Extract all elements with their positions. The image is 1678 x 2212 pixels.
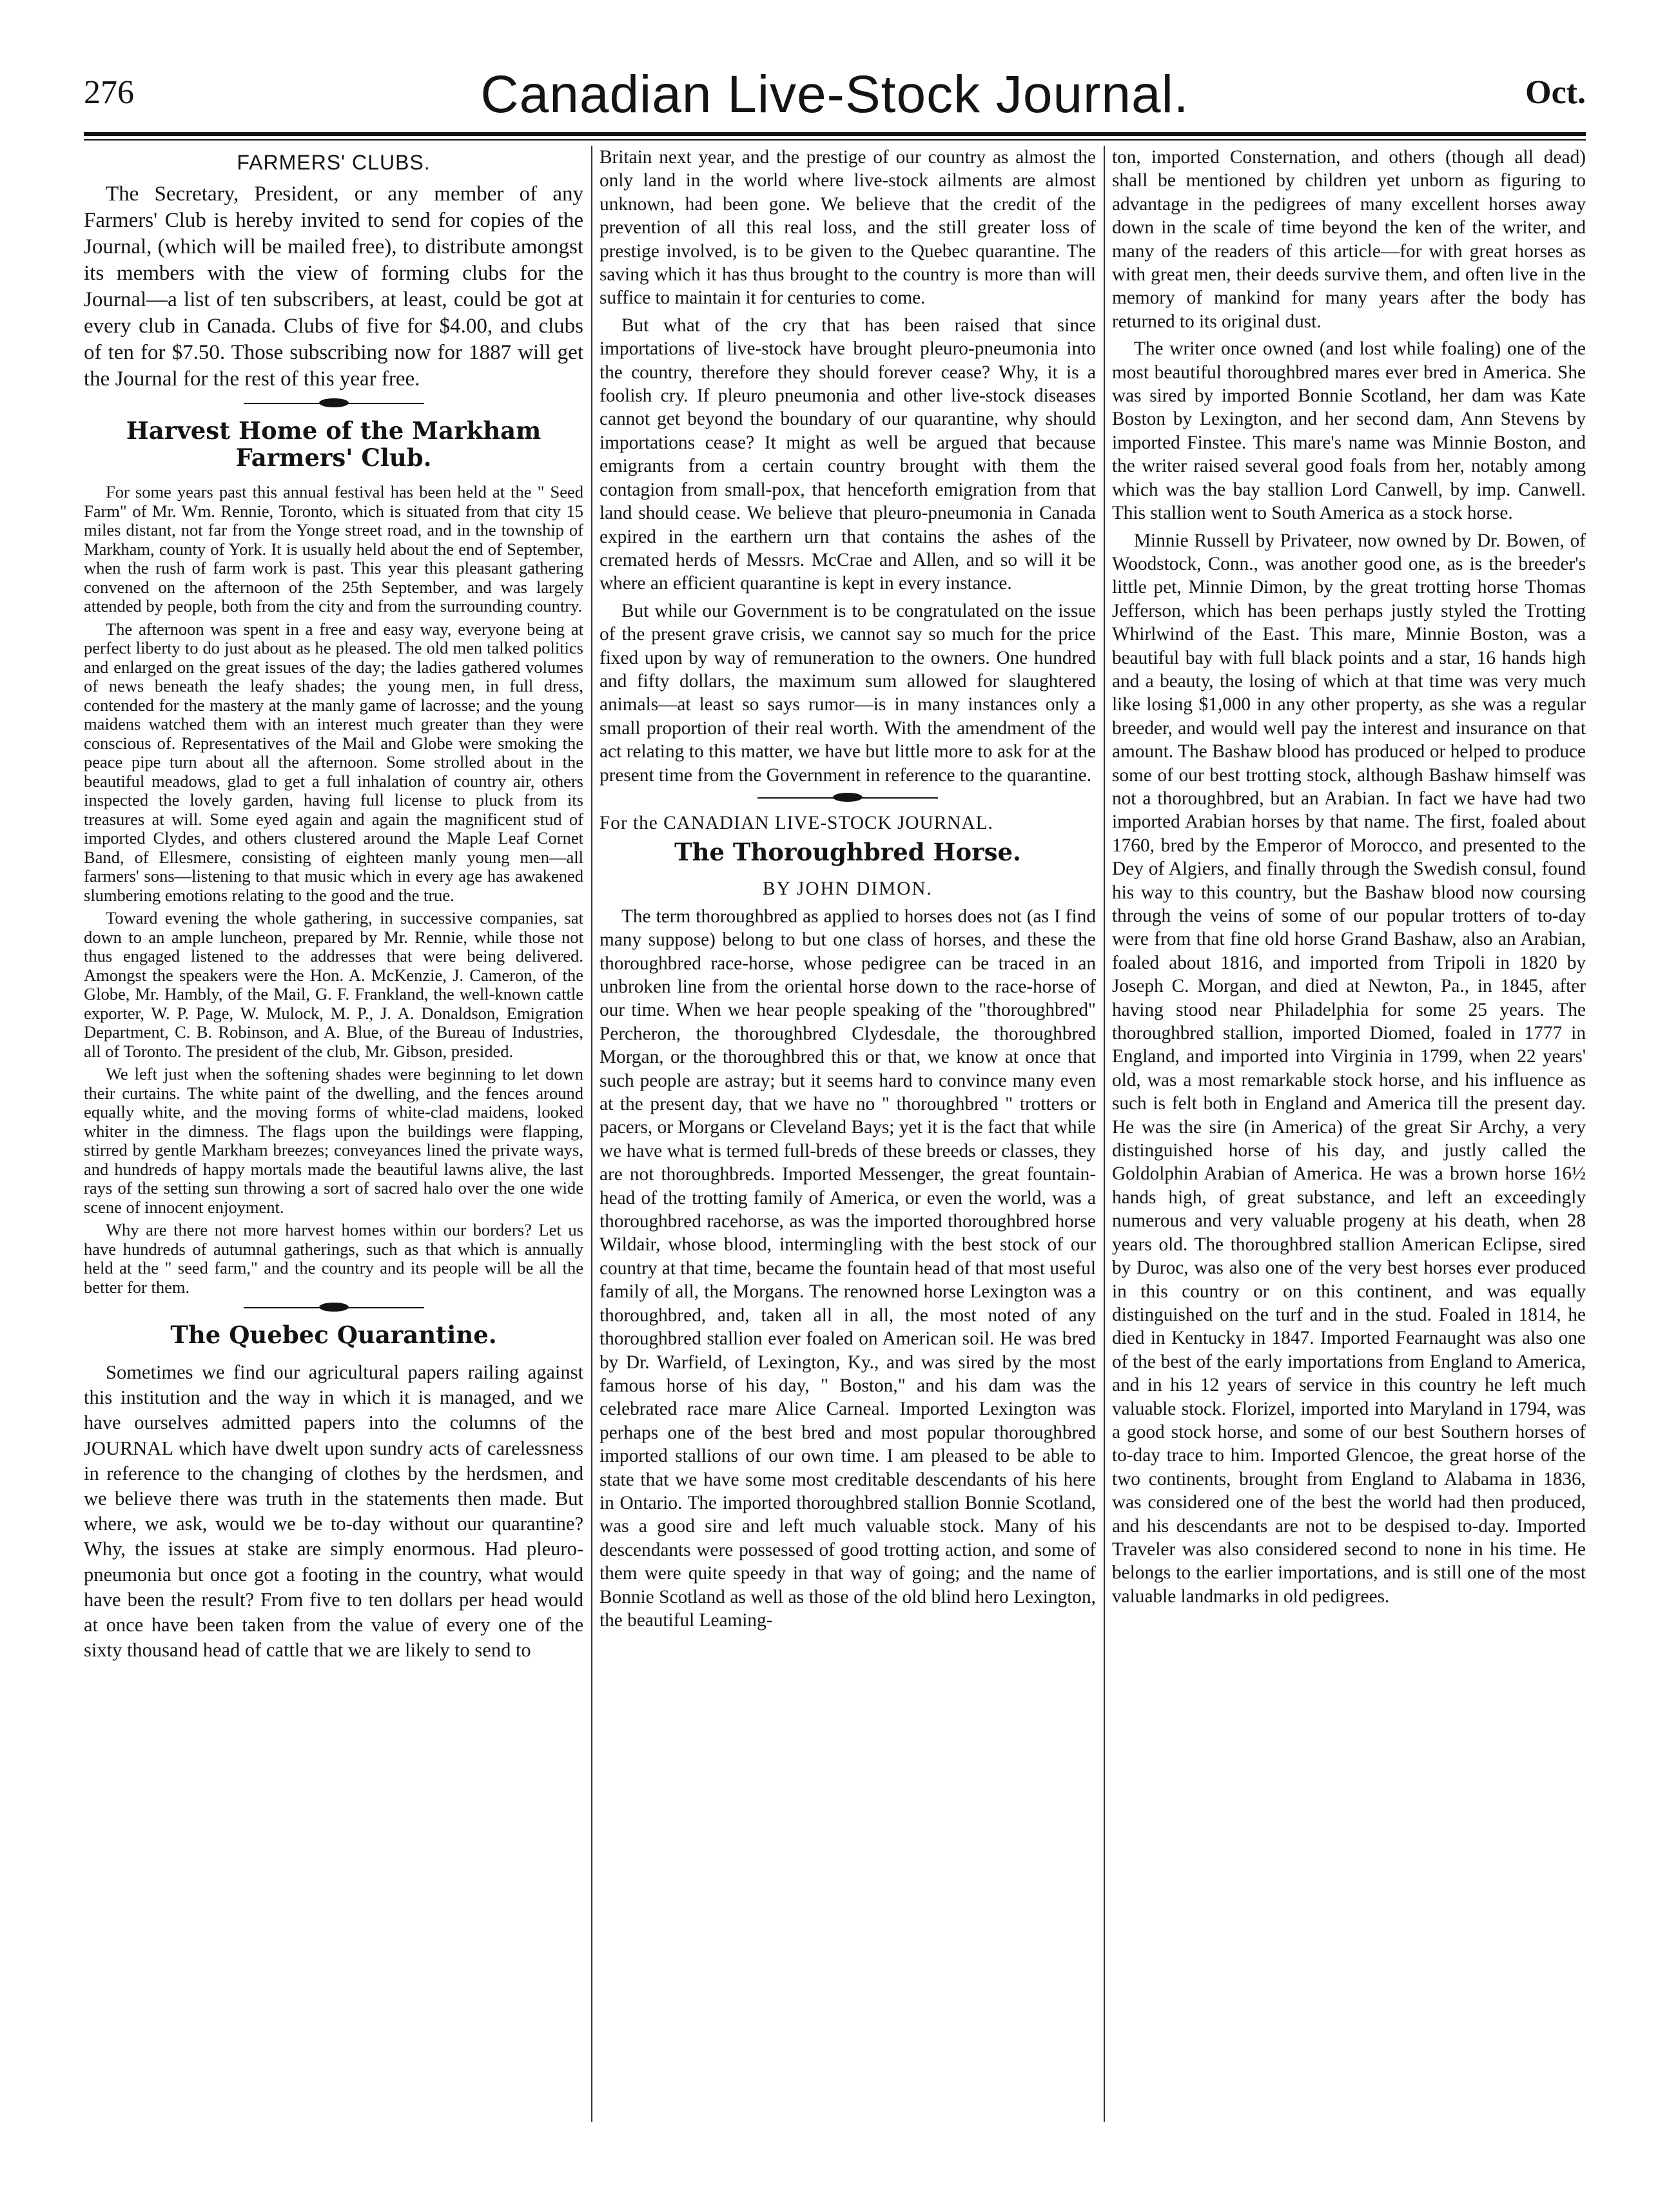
page-header: [84, 64, 1586, 129]
paragraph: Minnie Russell by Privateer, now owned by Dr. Bowen, of Woodstock, Conn., was another good one, as is the breeder's little pet, Minnie Dimon, by the great trotting horse Thomas Jefferson, which has been perhaps justly styled the Trotting Whirlwind of the East. This mare, Minnie Boston, was a beautiful bay with full black points and a star, 16 hands high and a beauty, the losing of which at that time was very much like losing $1,000 in any other property, as she was a regular breeder, and would well pay the interest and insurance on that amount. The Bashaw blood has produced or helped to produce some of our best trotting stock, although Bashaw himself was not a thoroughbred, but an Arabian. In fact we have had two imported Arabian horses by that name. The first, foaled about 1760, bred by the Emperor of Morocco, and presented to the Dey of Algiers, and finally through the Swedish consul, found his way to this country, but the Bashaw blood now coursing through the veins of some of our popular trotters of to-day were from that fine old horse Grand Bashaw, also an Arabian, foaled about 1816, and imported from Tripoli in 1820 by Joseph C. Morgan, and died at Newton, Pa., in 1845, after having stood near Philadelphia for some 25 years. The thoroughbred stallion, imported Diomed, foaled in 1777 in England, and imported into Virginia in 1799, when 22 years' old, was a most remarkable stock horse, and his influence as such is felt both in England and America till the present day. He was the sire (in America) of the great Sir Archy, a very distinguished horse of his day, and justly called the Goldolphin Arabian of America. He was a brown horse 16½ hands high, of great substance, and left an exceedingly numerous and very valuable progeny at his death, when 28 years old. The thoroughbred stallion American Eclipse, sired by Duroc, was also one of the very best horses ever produced in this country or on this continent, and was equally distinguished on the turf and in the stud. Foaled in 1814, he died in Kentucky in 1847. Imported Fearnaught was also one of the best of the early importations from England to America, and in his 12 years of service in this country he left much valuable stock. Florizel, imported into Maryland in 1794, was a good stock horse, and some of our best Southern horses of to-day trace to him. Imported Glencoe, the great horse of the two continents, brought from England to Alabama in 1836, was considered one of the best the world had then produced, and his descendants are not to be despised to-day. Imported Traveler was also considered second to none in his time. He belongs to the earlier importations, and is still one of the most valuable landmarks in old pedigrees.: [1112, 530, 1586, 1607]
paragraph: The term thoroughbred as applied to horses does not (as I find many suppose) belong to but one class of horses, and these the thoroughbred race-horse, whose pedigree can be traced in an unbroken line from the oriental horse down to the race-horse of our time. When we hear people speaking of the "thoroughbred" Percheron, the thoroughbred Clydesdale, the thoroughbred Morgan, or the thoroughbred this or that, we know at once that such people are astray; but it seems hard to convince many even at the present day, that we have no " thoroughbred " trotters or pacers, or Morgans or Cleveland Bays; yet it is the fact that while we have what is termed full-breds of these breeds or classes, they are not thoroughbreds. Imported Messenger, the great fountain-head of the trotting family of America, or even the world, was a thoroughbred racehorse, as was the imported thoroughbred horse Wildair, whose blood, intermingling with the best stock of our country at that time, became the fountain head of that most useful family of all, the Morgans. The renowned horse Lexington was a thoroughbred, and, taken all in all, the most noted of any thoroughbred stallion ever foaled on American soil. He was bred by Dr. Warfield, of Lexington, Ky., and was sired by the most famous horse of his day, " Boston," and his dam was the celebrated race mare Alice Carneal. Imported Lexington was perhaps one of the best bred and most popular thoroughbred imported stallions of our own time. I am pleased to be able to state that we have some most creditable descendants of his here in Ontario. The imported thoroughbred stallion Bonnie Scotland, was a good sire and left much valuable stock. Many of his descendants were possessed of good trotting action, and some of them were quite speedy in that way of going; and the name of Bonnie Scotland as well as those of the old blind hero Lexington, the beautiful Leaming-: [600, 906, 1096, 1631]
ornament-divider: [244, 396, 424, 411]
column-1: [84, 146, 583, 2122]
article-author: BY JOHN DIMON.: [763, 878, 933, 900]
issue-month: Oct.: [1525, 74, 1586, 111]
article-source: For the CANADIAN LIVE-STOCK JOURNAL.: [600, 812, 993, 833]
ornament-divider: [757, 791, 938, 805]
harvest-home-section: [84, 417, 583, 1297]
header-rule: [84, 132, 1586, 136]
column-3: [1112, 146, 1586, 2122]
paragraph: The writer once owned (and lost while foaling) one of the most beautiful thoroughbred mares ever bred in America. She was sired by imported Bonnie Scotland, her dam was Kate Boston by Lexington, and her second dam, Ann Stevens by imported Finstee. This mare's name was Minnie Boston, and the writer raised several good foals from her, notably among which was the bay stallion Lord Canwell, by imp. Canwell. This stallion went to South America as a stock horse.: [1112, 338, 1586, 524]
paragraph: We left just when the softening shades were beginning to let down their curtains. The white paint of the dwelling, and the fences around equally white, and the moving forms of white-clad maidens, looked whiter in the dimness. The flags upon the buildings were flapping, stirred by gentle Markham breezes; conveyances lined the private ways, and hundreds of happy mortals made the beautiful lawns alive, the last rays of the setting sun throwing a sort of sacred halo over the one wide scene of innocent enjoyment.: [84, 1064, 583, 1217]
journal-title: Canadian Live-Stock Journal.: [480, 65, 1189, 124]
section-title: FARMERS' CLUBS.: [237, 151, 431, 174]
quebec-quarantine-section: [84, 1321, 583, 1663]
paragraph: The Secretary, President, or any member of any Farmers' Club is hereby invited to send for copies of the Journal, (which will be mailed free), to distribute amongst its members with the view of forming clubs for the Journal—a list of ten subscribers, at least, could be got at every club in Canada. Clubs of five for $4.00, and clubs of ten for $7.50. Those subscribing now for 1887 will get the Journal for the rest of this year free.: [84, 182, 583, 391]
column-divider: [1104, 146, 1105, 2122]
paragraph: Sometimes we find our agricultural papers railing against this institution and the way in which it is managed, and we have ourselves admitted papers into the columns of the JOURNAL which have dwelt upon sundry acts of carelessness in reference to the changing of clothes by the herdsmen, and we believe there was truth in the statements then made. But where, we ask, would we be to-day without our quarantine? Why, the issues at stake are simply enormous. Had pleuro-pneumonia but once got a footing in the country, what would have been the result? From five to ten dollars per head would at once have been taken from the value of every one of the sixty thousand head of cattle that we are likely to send to: [84, 1361, 583, 1662]
article-title: The Thoroughbred Horse.: [674, 838, 1021, 867]
paragraph: But what of the cry that has been raised that since importations of live-stock have brought pleuro-pneumonia into the country, therefore they should forever cease? Why, it is a foolish cry. If pleuro pneumonia and other live-stock diseases cannot get beyond the boundary of our quarantine, why should importations cease? It might as well be argued that because emigrants from a certain country brought with them the contagion from small-pox, that henceforth emigration from that land should cease. We believe that pleuro-pneumonia in Canada expired in the earthern urn that contains the ashes of the cremated herds of Messrs. McCrae and Allen, and so will it be where an efficient quarantine is kept in every instance.: [600, 315, 1096, 594]
paragraph: ton, imported Consternation, and others (though all dead) shall be mentioned by children yet unborn as figuring to advantage in the pedigrees of many excellent horses away down in the scale of time beyond the ken of the writer, and many of the readers of this article—for with great horses as with great men, their deeds survive them, and often live in the memory of mankind for many years after the body has returned to its original dust.: [1112, 147, 1586, 332]
article-title: The Quebec Quarantine.: [170, 1321, 497, 1349]
paragraph: Britain next year, and the prestige of our country as almost the only land in the world where live-stock ailments are almost unknown, had been gone. We believe that the credit of the prevention of all this real loss, and the still greater loss of prestige involved, is to be given to the Quebec quarantine. The saving which it has thus brought to the country is more than will suffice to maintain it for centuries to come.: [600, 147, 1096, 309]
paragraph: Why are there not more harvest homes within our borders? Let us have hundreds of autumnal gatherings, such as that which is annually held at the " seed farm," and the country and its people will be all the better for them.: [84, 1220, 583, 1297]
article-title: Harvest Home of the Markham Farmers' Club.: [126, 416, 541, 472]
paragraph: The afternoon was spent in a free and easy way, everyone being at perfect liberty to do just about as he pleased. The old men talked politics and enlarged on the great issues of the day; the ladies gathered volumes of news beneath the leafy shades; the young men, in full dress, contended for the mastery at the manly game of lacrosse; and the young maidens watched them with an interest much greater than they were conscious of. Representatives of the Mail and Globe were smoking the peace pipe turn about all the afternoon. Some strolled about in the beautiful meadows, glad to get a full inhalation of country air, others inspected the lovely garden, having full license to pluck from its treasures at will. Some eyed again and again the magnificent stud of imported Clydes, and others clustered around the Maple Leaf Cornet Band, of Ellesmere, consisting of eighteen manly young men—all farmers' sons—listening to that music which in every age has awakened slumbering emotions relating to the good and the true.: [84, 619, 583, 905]
paragraph: For some years past this annual festival has been held at the " Seed Farm" of Mr. Wm. Rennie, Toronto, which is situated from that city 15 miles distant, not far from the Yonge street road, and in the township of Markham, county of York. It is usually held about the end of September, when the rush of farm work is past. This year this pleasant gathering convened on the afternoon of the 25th September, and was largely attended by people, both from the city and from the surrounding country.: [84, 482, 583, 616]
page-number: 276: [84, 74, 134, 111]
column-divider: [591, 146, 592, 2122]
header-rule-thin: [84, 139, 1586, 141]
farmers-clubs-section: [84, 151, 583, 393]
column-2: [600, 146, 1096, 2122]
ornament-divider: [244, 1301, 424, 1315]
paragraph: But while our Government is to be congratulated on the issue of the present grave crisis, we cannot say so much for the price fixed upon by way of remuneration to the owners. One hundred and fifty dollars, the maximum sum allowed for slaughtered animals—at least so says rumor—is in many instances only a small proportion of their real worth. With the amendment of the act relating to this matter, we have but little more to ask for at the present time from the Government in reference to the quarantine.: [600, 600, 1096, 786]
paragraph: Toward evening the whole gathering, in successive companies, sat down to an ample luncheon, prepared by Mr. Rennie, while those not thus engaged listened to the addresses that were being delivered. Amongst the speakers were the Hon. A. McKenzie, J. Cameron, of the Globe, Mr. Hambly, of the Mail, G. F. Frankland, the well-known cattle exporter, W. P. Page, W. Mulock, M. P., J. A. Donaldson, Emigration Department, C. B. Robinson, and A. Blue, of the Bureau of Industries, all of Toronto. The president of the club, Mr. Gibson, presided.: [84, 908, 583, 1061]
